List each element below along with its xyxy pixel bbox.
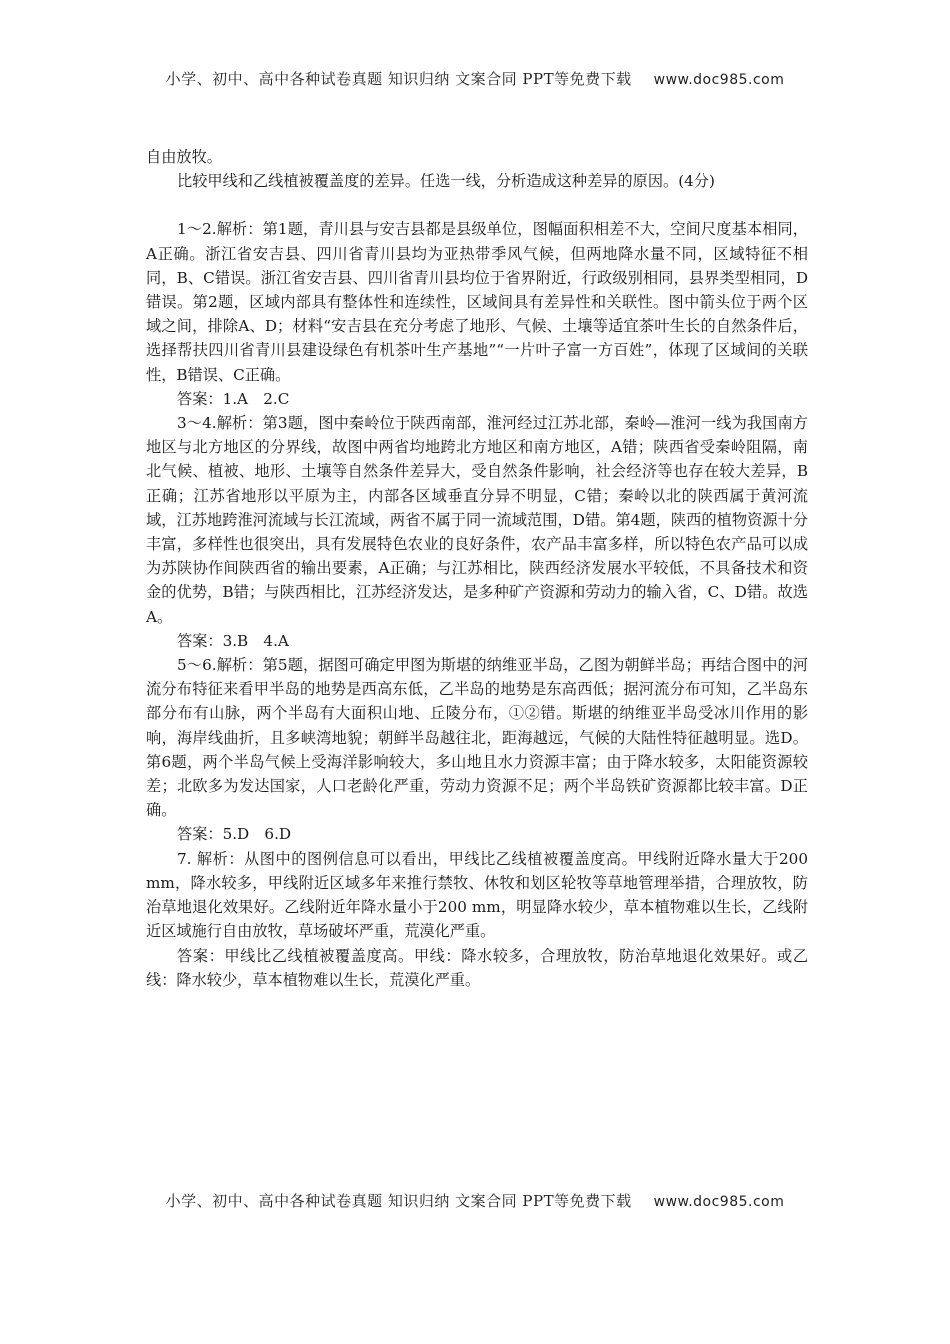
analysis-7: 7. 解析：从图中的图例信息可以看出，甲线比乙线植被覆盖度高。甲线附近降水量大于200 mm，降水较多，甲线附近区域多年来推行禁牧、休牧和划区轮牧等草地管理举措，合理放牧，防治草地退化效果好。乙线附近年降水量小于200 mm，明显降水较少，草本植物难以生长，乙线附近区域施行自由放牧，草场破坏严重，荒漠化严重。 <box>146 849 808 941</box>
document-body <box>146 145 808 992</box>
footer-text: 小学、初中、高中各种试卷真题 知识归纳 文案合同 PPT等免费下载 <box>165 1192 632 1210</box>
page-footer <box>0 1190 950 1211</box>
answer-5-6: 答案：5.D 6.D <box>177 825 292 844</box>
analysis-3-4: 3～4.解析：第3题，图中秦岭位于陕西南部，淮河经过江苏北部，秦岭—淮河一线为我国南方地区与北方地区的分界线，故图中两省均地跨北方地区和南方地区，A错；陕西省受秦岭阻隔，南北气候、植被、地形、土壤等自然条件差异大，受自然条件影响，社会经济等也存在较大差异，B正确；江苏省地形以平原为主，内部各区域垂直分异不明显，C错；秦岭以北的陕西属于黄河流域，江苏地跨淮河流域与长江流域，两省不属于同一流域范围，D错。第4题，陕西的植物资源十分丰富，多样性也很突出，具有发展特色农业的良好条件，农产品丰富多样，所以特色农产品可以成为苏陕协作间陕西省的输出要素，A正确；与江苏相比，陕西经济发展水平较低，不具备技术和资金的优势，B错；与陕西相比，江苏经济发达，是多种矿产资源和劳动力的输入省，C、D错。故选A。 <box>146 414 808 626</box>
spacer <box>146 193 808 217</box>
footer-site-link[interactable]: www.doc985.com <box>653 1194 785 1210</box>
question-tail: 自由放牧。 <box>146 148 222 166</box>
page-header <box>0 68 950 89</box>
analysis-1-2: 1～2.解析：第1题，青川县与安吉县都是县级单位，图幅面积相差不大，空间尺度基本相同，A正确。浙江省安吉县、四川省青川县均为亚热带季风气候，但两地降水量不同，区域特征不相同，B、C错误。浙江省安吉县、四川省青川县均位于省界附近，行政级别相同，县界类型相同，D错误。第2题，区域内部具有整体性和连续性，区域间具有差异性和关联性。图中箭头位于两个区域之间，排除A、D；材料“安吉县在充分考虑了地形、气候、土壤等适宜茶叶生长的自然条件后，选择帮扶四川省青川县建设绿色有机茶叶生产基地”“一片叶子富一方百姓”，体现了区域间的关联性，B错误、C正确。 <box>146 220 808 384</box>
header-text: 小学、初中、高中各种试卷真题 知识归纳 文案合同 PPT等免费下载 <box>165 70 632 88</box>
question-text: 比较甲线和乙线植被覆盖度的差异。任选一线，分析造成这种差异的原因。(4分) <box>177 172 715 191</box>
answer-3-4: 答案：3.B 4.A <box>177 631 289 650</box>
answer-1-2: 答案：1.A 2.C <box>177 389 290 408</box>
header-site-link[interactable]: www.doc985.com <box>653 72 785 88</box>
analysis-5-6: 5～6.解析：第5题，据图可确定甲图为斯堪的纳维亚半岛，乙图为朝鲜半岛；再结合图中的河流分布特征来看甲半岛的地势是西高东低，乙半岛的地势是东高西低；据河流分布可知，乙半岛东部分布有山脉，两个半岛有大面积山地、丘陵分布，①②错。斯堪的纳维亚半岛受冰川作用的影响，海岸线曲折，且多峡湾地貌；朝鲜半岛越往北，距海越远，气候的大陆性特征越明显。选D。第6题，两个半岛气候上受海洋影响较大，多山地且水力资源丰富；由于降水较多，太阳能资源较差；北欧多为发达国家，人口老龄化严重，劳动力资源不足；两个半岛铁矿资源都比较丰富。D正确。 <box>146 656 808 820</box>
answer-7: 答案：甲线比乙线植被覆盖度高。甲线：降水较多，合理放牧，防治草地退化效果好。或乙线：降水较少，草本植物难以生长，荒漠化严重。 <box>146 946 808 989</box>
